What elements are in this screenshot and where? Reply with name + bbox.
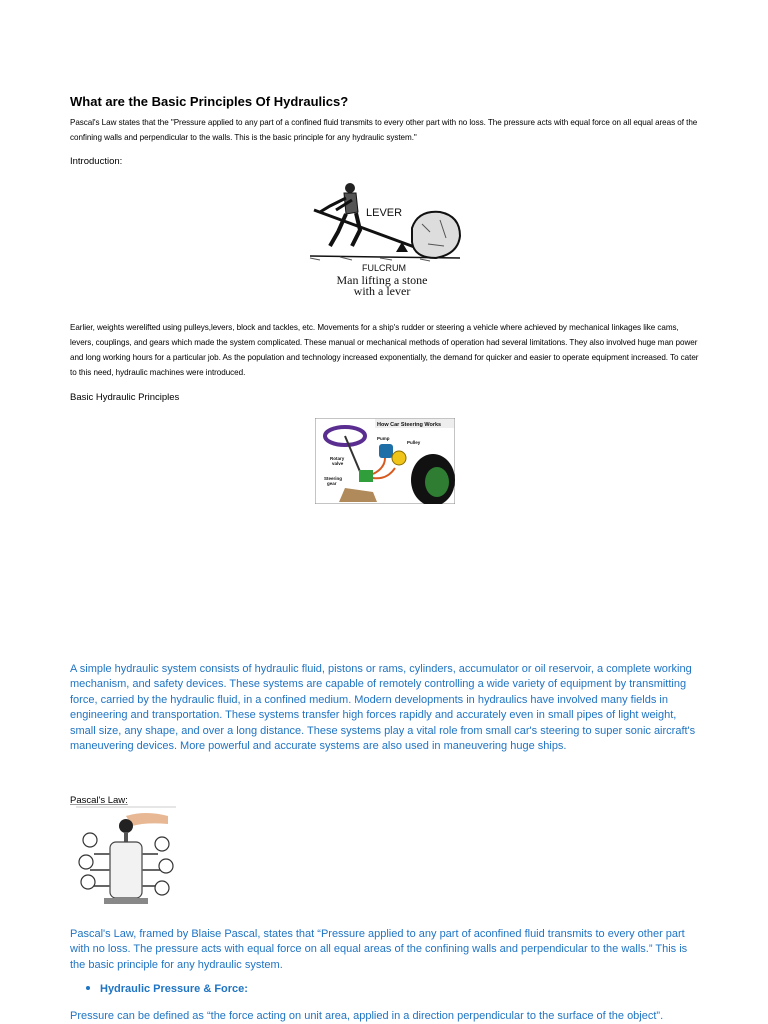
system-paragraph: A simple hydraulic system consists of hydraulic fluid, pistons or rams, cylinders, accumulator or oil reservoir, a complete working mechanism, and safety devices. These systems are capable of remotely controlling a wide variety of equipment by transmitting force, carried by the hydraulic fluid, in a confined medium. Modern developments in hydraulics have involved many fields in engineering and transportation. These systems transfer high forces rapidly and accurately even in small pipes of light weight, small size, any shape, and over a long distance. These systems play a vital role from small car's steering to super sonic aircraft's maneuvering devices. More powerful and accurate systems are also used in maneuvering huge ships. [70, 663, 696, 753]
intro-paragraph: Pascal's Law states that the "Pressure applied to any part of a confined fluid transmits to every other part with no loss. The pressure acts with equal force on all equal areas of the confining walls and perpendicular to the walls. This is the basic principle for any hydraulic system." [70, 118, 698, 142]
fulcrum-text: FULCRUM [362, 263, 406, 273]
lever-illustration [300, 180, 465, 300]
fluid-cylinder [110, 842, 142, 898]
gauge-2 [79, 855, 93, 869]
lever-caption-line1: Man lifting a stone [336, 273, 428, 287]
bullet-hydraulic-pressure [86, 983, 248, 995]
pump-label: Pump [377, 436, 390, 441]
valve-label: valve [332, 461, 344, 466]
gauge-6 [155, 881, 169, 895]
pulley-shape [392, 451, 406, 465]
basic-principles-label: Basic Hydraulic Principles [70, 392, 180, 403]
lever-caption-line2: with a lever [353, 284, 411, 298]
stone-shape [412, 212, 460, 258]
introduction-label: Introduction: [70, 156, 123, 167]
plunger-knob [119, 819, 133, 833]
history-paragraph: Earlier, weights werelifted using pulleys,levers, block and tackles, etc. Movements for a ship's rudder or steering a vehicle where achieved by mechanical linkages like cams, levers, couplings, and gears which made the system complicated. These manual or mechanical methods of operation had several limitations. They also involved huge man power and long working hours for a particular job. As the population and technology increased exponentially, the demand for quicker and easier to operate equipment increased. To cater to this need, hydraulic machines were introduced. [70, 323, 699, 377]
steering-label: Steering [324, 476, 343, 481]
apparatus-base [104, 898, 148, 904]
rotary-valve-shape [359, 470, 373, 482]
page-title: What are the Basic Principles Of Hydraulics? [70, 94, 349, 109]
bullet-heading: Hydraulic Pressure & Force: [100, 983, 248, 995]
plunger-rod [124, 832, 128, 842]
lever-text: LEVER [366, 207, 403, 219]
gauge-1 [83, 833, 97, 847]
pump-shape [379, 444, 393, 458]
pulley-label: Pulley [407, 440, 421, 445]
gear-label: gear [327, 481, 337, 486]
gauge-5 [159, 859, 173, 873]
pascal-paragraph: Pascal's Law, framed by Blaise Pascal, states that “Pressure applied to any part of aconfined fluid transmits to every other part with no loss. The pressure acts with equal force on all equal areas of the confining walls and perpendicular to the walls.” This is the basic principle for any hydraulic system. [70, 928, 688, 971]
gauge-3 [81, 875, 95, 889]
gauge-4 [155, 837, 169, 851]
steering-illustration [315, 418, 455, 504]
wheel-hub [425, 467, 449, 497]
pressure-paragraph: Pressure can be defined as “the force acting on unit area, applied in a direction perpendicular to the surface of the object”. [70, 1010, 664, 1022]
pascals-law-label: Pascal's Law: [70, 795, 128, 806]
steering-header: How Car Steering Works [377, 422, 442, 428]
bullet-dot [86, 986, 90, 990]
pascal-apparatus-illustration [76, 806, 176, 916]
rotary-label: Rotary [330, 456, 345, 461]
man-head [345, 183, 355, 193]
